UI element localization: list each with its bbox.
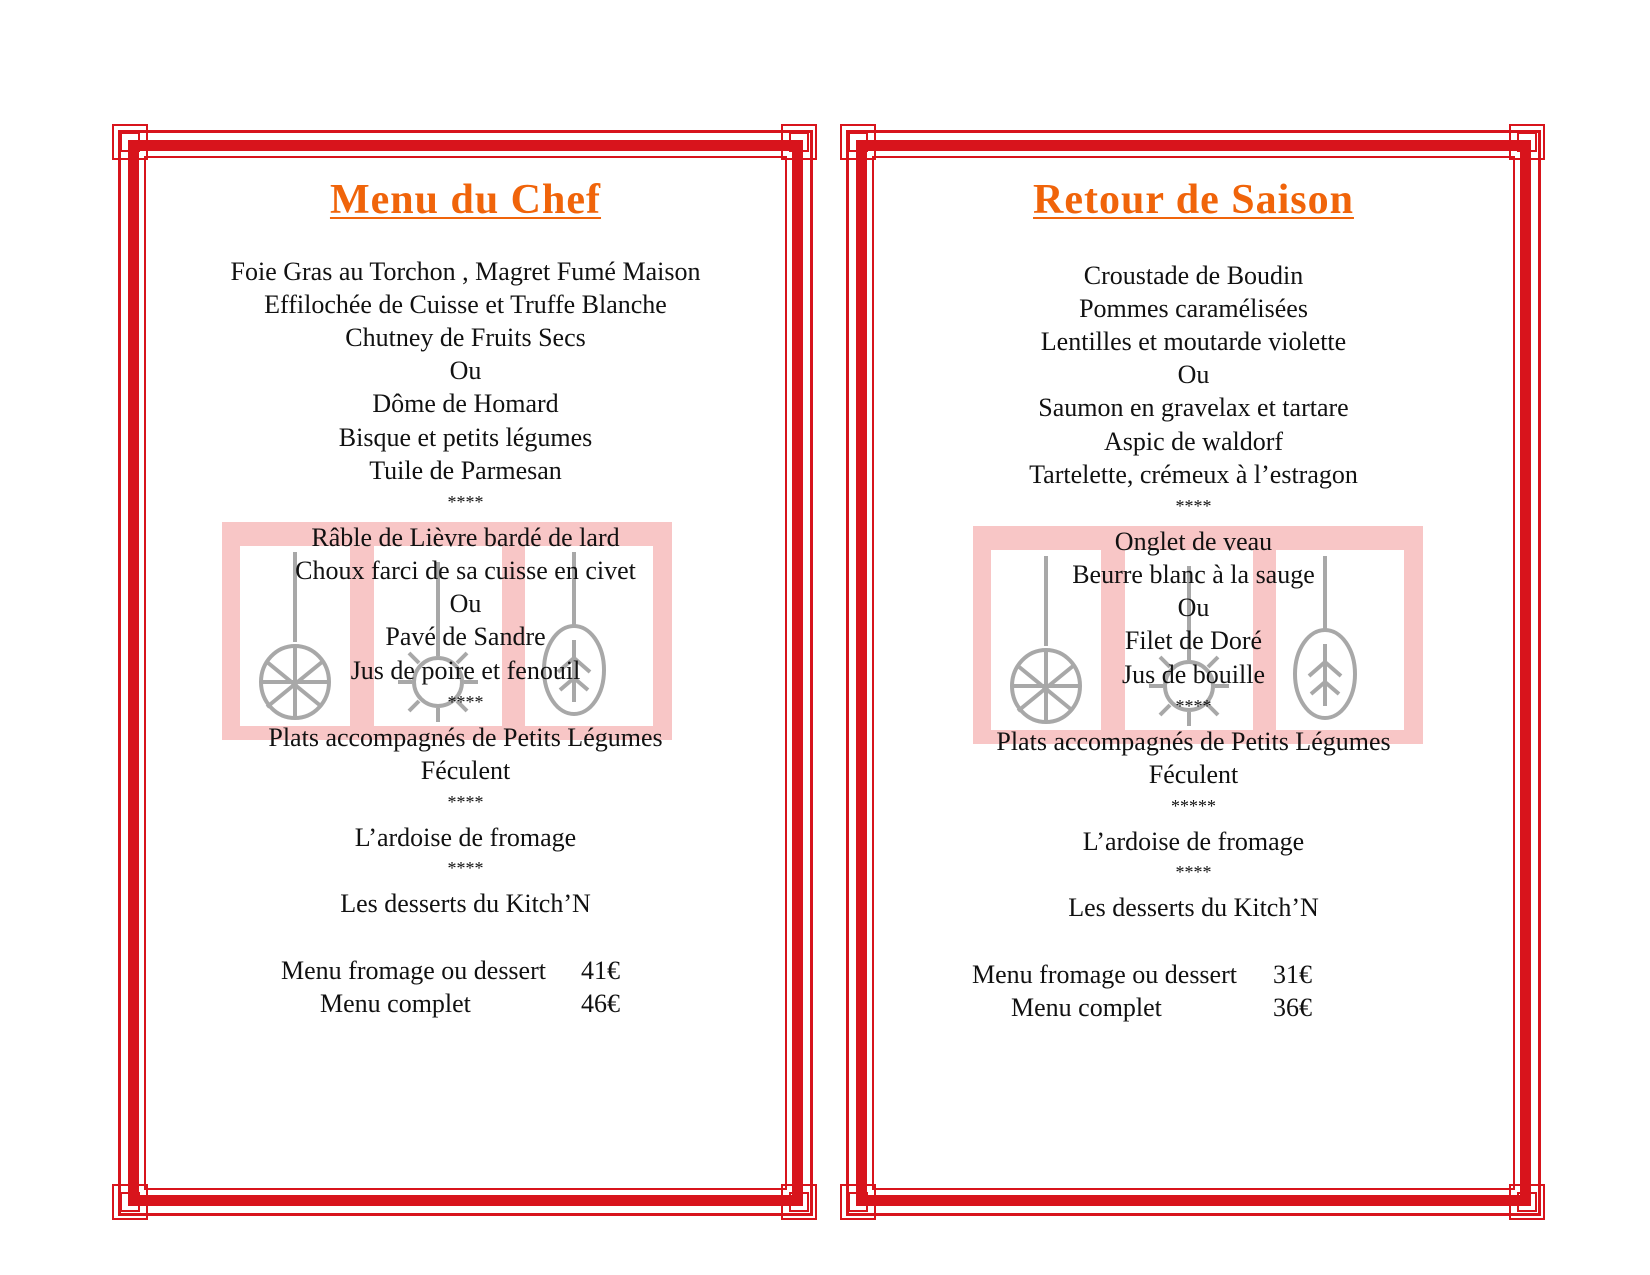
separator: ***** [1171, 796, 1216, 816]
price-value: 36€ [1273, 993, 1312, 1022]
menu-line: Plats accompagnés de Petits Légumes [996, 727, 1391, 756]
corner-ornament [840, 124, 878, 162]
menu-line: L’ardoise de fromage [354, 823, 577, 852]
separator: **** [447, 692, 484, 712]
menu-line: Féculent [1148, 760, 1239, 789]
menu-line: Lentilles et moutarde violette [1040, 327, 1347, 356]
separator: **** [1175, 496, 1212, 516]
corner-ornament [1509, 124, 1547, 162]
menu-line: Ou [449, 356, 482, 385]
separator: **** [447, 492, 484, 512]
menu-line: Saumon en gravelax et tartare [1038, 393, 1349, 422]
separator: **** [1175, 862, 1212, 882]
menu-line: Croustade de Boudin [1083, 261, 1304, 290]
corner-ornament [781, 124, 819, 162]
separator: **** [447, 792, 484, 812]
menu-card-chef [118, 130, 813, 1216]
menu-line: Onglet de veau [1114, 527, 1273, 556]
price-value: 46€ [581, 989, 620, 1018]
menu-line: Effilochée de Cuisse et Truffe Blanche [264, 290, 667, 319]
menu-line: Râble de Lièvre bardé de lard [311, 523, 620, 552]
price-value: 31€ [1273, 960, 1312, 989]
menu-line: Féculent [420, 756, 511, 785]
menu-line: Ou [1177, 360, 1210, 389]
menu-line: Tartelette, crémeux à l’estragon [1029, 460, 1358, 489]
menu-line: Plats accompagnés de Petits Légumes [268, 723, 663, 752]
menu-line: Les desserts du Kitch’N [1068, 893, 1319, 922]
price-label: Menu complet [1011, 993, 1162, 1022]
price-label: Menu fromage ou dessert [281, 956, 546, 985]
menu-line: Aspic de waldorf [1103, 427, 1284, 456]
price-value: 41€ [581, 956, 620, 985]
menu-line: Ou [1177, 593, 1210, 622]
menu-line: Jus de poire et fenouil [350, 656, 581, 685]
price-label: Menu complet [320, 989, 471, 1018]
separator: **** [447, 858, 484, 878]
menu-line: Filet de Doré [1124, 626, 1263, 655]
price-label: Menu fromage ou dessert [972, 960, 1237, 989]
menu-title: Menu du Chef [329, 177, 602, 223]
menu-line: Beurre blanc à la sauge [1072, 560, 1315, 589]
menu-line: Tuile de Parmesan [369, 456, 562, 485]
menu-line: Jus de bouille [1122, 660, 1265, 689]
menu-line: Les desserts du Kitch’N [340, 889, 591, 918]
menu-line: Ou [449, 589, 482, 618]
menu-line: Foie Gras au Torchon , Magret Fumé Maison [230, 257, 701, 286]
menu-line: Bisque et petits légumes [338, 423, 593, 452]
menu-line: Chutney de Fruits Secs [345, 323, 586, 352]
menu-title: Retour de Saison [1033, 177, 1354, 223]
corner-ornament [112, 124, 150, 162]
menu-line: Pavé de Sandre [385, 622, 546, 651]
menu-line: Dôme de Homard [372, 389, 559, 418]
separator: **** [1175, 696, 1212, 716]
corner-ornament [781, 1184, 819, 1222]
corner-ornament [112, 1184, 150, 1222]
corner-ornament [1509, 1184, 1547, 1222]
menu-line: L’ardoise de fromage [1082, 827, 1305, 856]
menu-card-saison [846, 130, 1541, 1216]
menu-line: Choux farci de sa cuisse en civet [295, 556, 636, 585]
corner-ornament [840, 1184, 878, 1222]
menu-line: Pommes caramélisées [1079, 294, 1308, 323]
